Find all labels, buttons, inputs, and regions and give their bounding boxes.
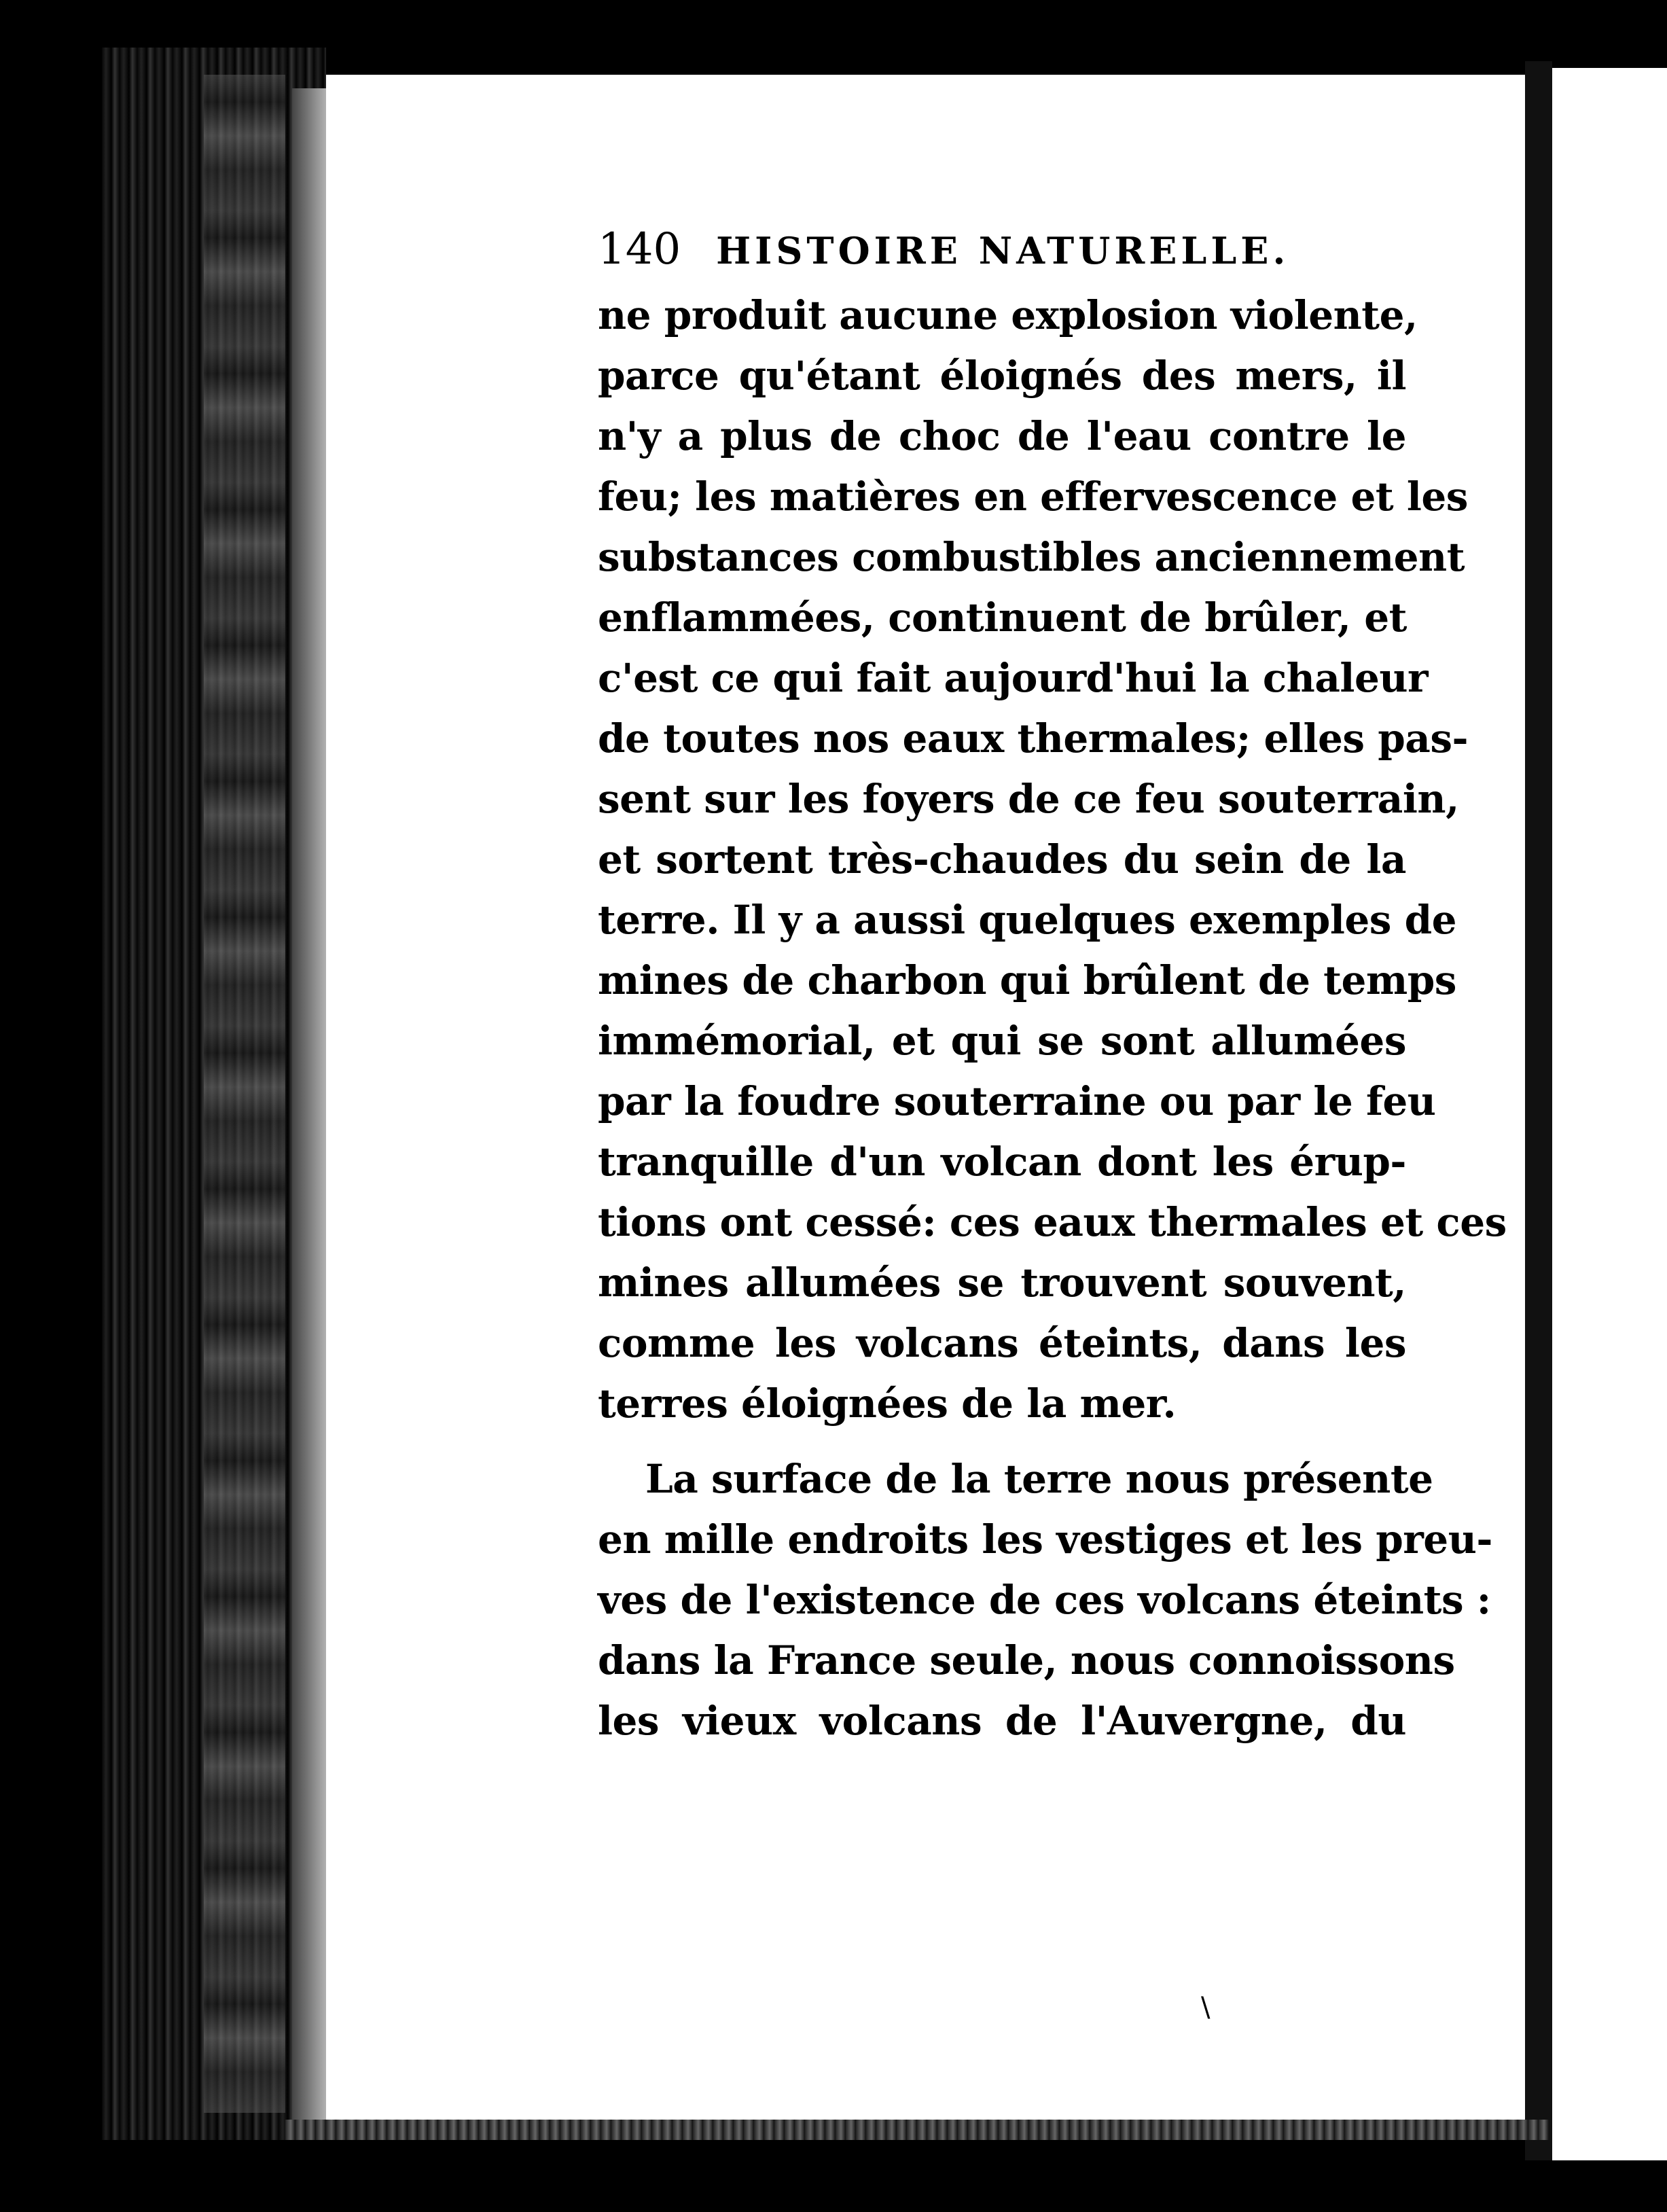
text-line: terre. Il y a aussi quelques exemples de xyxy=(598,897,1457,943)
paragraph-1 xyxy=(598,285,1507,1434)
text-line: par la foudre souterraine ou par le feu xyxy=(598,1078,1436,1124)
page-bottom-edge xyxy=(285,2120,1549,2140)
text-line: en mille endroits les vestiges et les preu- xyxy=(598,1516,1492,1563)
page-header: HISTOIRE NATURELLE. xyxy=(716,229,1290,272)
stray-ink-mark: \ xyxy=(1201,1992,1211,2023)
text-line: les vieux volcans de l'Auvergne, du xyxy=(598,1698,1406,1744)
text-line: ves de l'existence de ces volcans éteints : xyxy=(598,1577,1491,1623)
paragraph-gap xyxy=(598,1434,1406,1449)
text-line: mines allumées se trouvent souvent, xyxy=(598,1260,1406,1306)
text-line: dans la France seule, nous connoissons xyxy=(598,1637,1455,1683)
adjacent-page xyxy=(1552,68,1667,2160)
text-line: de toutes nos eaux thermales; elles pas- xyxy=(598,715,1469,762)
text-line: et sortent très-chaudes du sein de la xyxy=(598,836,1406,882)
page-number: 140 xyxy=(598,224,681,274)
running-head xyxy=(598,224,1406,285)
text-line: terres éloignées de la mer. xyxy=(598,1380,1177,1427)
text-line: La surface de la terre nous présente xyxy=(645,1456,1433,1502)
text-line: sent sur les foyers de ce feu souterrain, xyxy=(598,776,1459,822)
text-line: parce qu'étant éloignés des mers, il xyxy=(598,353,1406,399)
text-line: tions ont cessé: ces eaux thermales et ces xyxy=(598,1199,1507,1245)
text-line: immémorial, et qui se sont allumées xyxy=(598,1018,1406,1064)
text-line: c'est ce qui fait aujourd'hui la chaleur xyxy=(598,655,1429,701)
text-line: mines de charbon qui brûlent de temps xyxy=(598,957,1456,1003)
text-line: n'y a plus de choc de l'eau contre le xyxy=(598,413,1406,459)
text-block xyxy=(598,224,1507,1751)
text-line: comme les volcans éteints, dans les xyxy=(598,1320,1406,1366)
text-line: substances combustibles anciennement xyxy=(598,534,1465,580)
text-line: enflammées, continuent de brûler, et xyxy=(598,594,1407,641)
text-line: ne produit aucune explosion violente, xyxy=(598,292,1418,338)
page-fore-edge xyxy=(1525,61,1552,2160)
text-line: tranquille d'un volcan dont les érup- xyxy=(598,1139,1406,1185)
paragraph-2 xyxy=(598,1449,1492,1751)
page-stack-edge xyxy=(204,75,285,2113)
text-line: feu; les matières en effervescence et les xyxy=(598,474,1468,520)
